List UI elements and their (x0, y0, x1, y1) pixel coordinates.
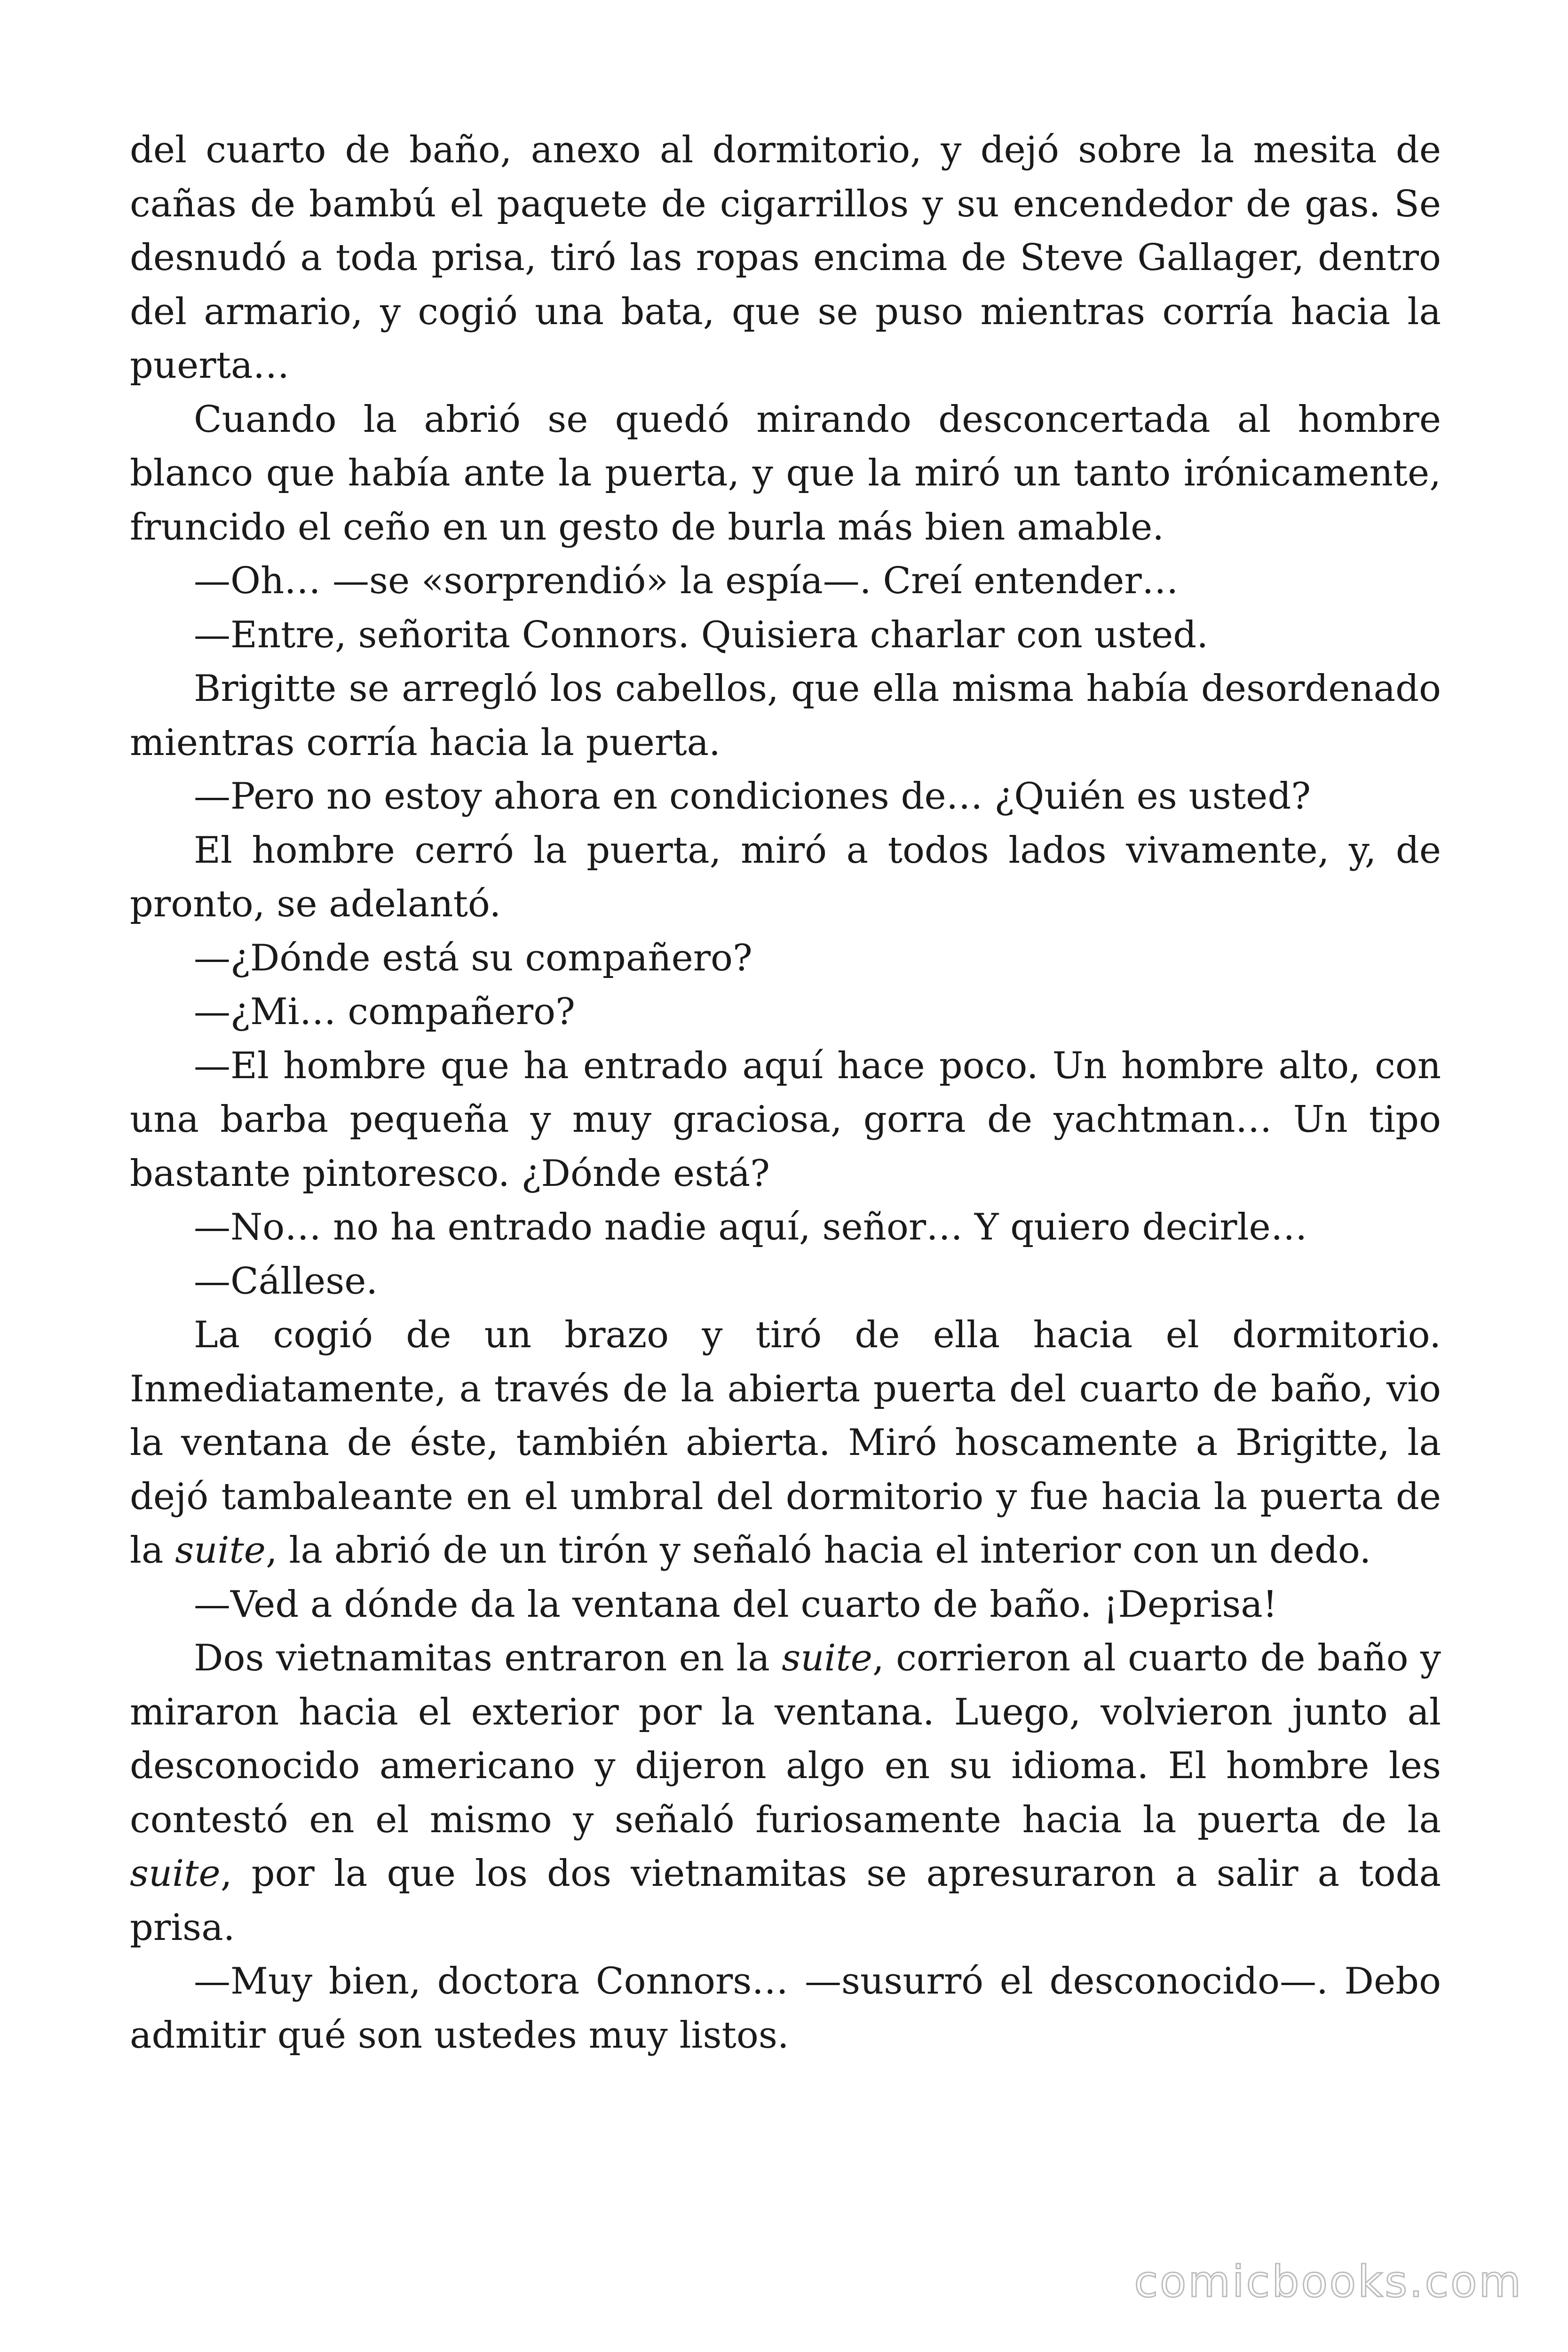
paragraph-8: —¿Dónde está su compañero? (194, 937, 752, 979)
italic-suite: suite (175, 1529, 266, 1572)
body-text (130, 123, 1441, 2062)
paragraph-14: —Ved a dónde da la ventana del cuarto de baño. ¡Deprisa! (194, 1583, 1278, 1626)
paragraph-16: —Muy bien, doctora Connors… —susurró el desconocido—. Debo admitir qué son ustedes muy listos. (130, 1960, 1441, 2057)
paragraph-11: —No… no ha entrado nadie aquí, señor… Y quiero decirle… (194, 1206, 1307, 1248)
watermark-logo: comicbooks.com (1134, 2257, 1523, 2307)
paragraph-10: —El hombre que ha entrado aquí hace poco. Un hombre alto, con una barba pequeña y muy graciosa, gorra de yachtman… Un tipo bastante pintoresco. ¿Dónde está? (130, 1044, 1441, 1195)
paragraph-9: —¿Mi… compañero? (194, 991, 575, 1033)
paragraph-1: del cuarto de baño, anexo al dormitorio, y dejó sobre la mesita de cañas de bambú el paquete de cigarrillos y su encendedor de gas. Se desnudó a toda prisa, tiró las ropas encima de Steve Gallager, dentro del armario, y cogió una bata, que se puso mientras corría hacia la puerta… (130, 129, 1441, 387)
paragraph-12: —Cállese. (194, 1260, 378, 1303)
italic-suite: suite (782, 1637, 872, 1679)
paragraph-4: —Entre, señorita Connors. Quisiera charlar con usted. (194, 613, 1209, 656)
paragraph-3: —Oh… —se «sorprendió» la espía—. Creí entender… (194, 560, 1179, 602)
italic-suite: suite (130, 1852, 221, 1895)
paragraph-7: El hombre cerró la puerta, miró a todos lados vivamente, y, de pronto, se adelantó. (130, 829, 1441, 925)
paragraph-13: La cogió de un brazo y tiró de ella hacia el dormitorio. Inmediatamente, a través de la abierta puerta del cuarto de baño, vio la ventana de éste, también abierta. Miró hoscamente a Brigitte, la dejó tambaleante en el umbral del dormitorio y fue hacia la puerta de la suite, la abrió de un tirón y señaló hacia el interior con un dedo. (130, 1314, 1441, 1572)
paragraph-15: Dos vietnamitas entraron en la suite, corrieron al cuarto de baño y miraron hacia el exterior por la ventana. Luego, volvieron junto al desconocido americano y dijeron algo en su idioma. El hombre les contestó en el mismo y señaló furiosamente hacia la puerta de la suite, por la que los dos vietnamitas se apresuraron a salir a toda prisa. (130, 1637, 1441, 1949)
paragraph-5: Brigitte se arregló los cabellos, que ella misma había desordenado mientras corría hacia la puerta. (130, 667, 1441, 764)
paragraph-6: —Pero no estoy ahora en condiciones de… ¿Quién es usted? (194, 775, 1311, 818)
paragraph-2: Cuando la abrió se quedó mirando desconcertada al hombre blanco que había ante la puerta, y que la miró un tanto irónicamente, fruncido el ceño en un gesto de burla más bien amable. (130, 398, 1441, 548)
